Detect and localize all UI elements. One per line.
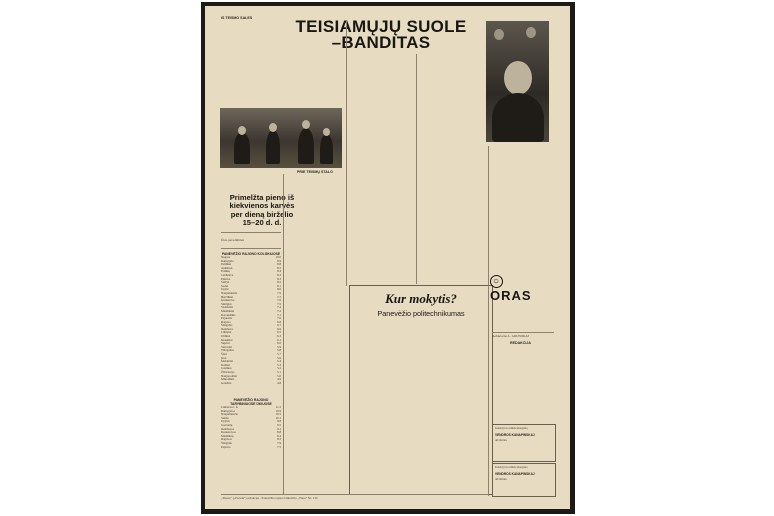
farm-name: Labūnava bbox=[221, 272, 234, 277]
milk-yield: 8.3 bbox=[277, 272, 281, 277]
ad-text: Kolektyvas reiškia užuojautą bbox=[495, 466, 528, 469]
farm-name: Nugara bbox=[221, 255, 231, 259]
farm-name: Velžys bbox=[221, 280, 230, 285]
farm-name: Krekenava bbox=[221, 298, 235, 303]
editor-line: Redaktorius L. GRUNOKAS bbox=[492, 334, 530, 338]
milk-yield: 10.0 bbox=[275, 255, 281, 259]
milk-yield: 6.0 bbox=[277, 341, 281, 346]
newspaper-page bbox=[205, 6, 570, 509]
milk-yield: 8.8 bbox=[277, 262, 281, 267]
redakcija-text bbox=[492, 348, 554, 388]
milk-yield: 5.3 bbox=[277, 362, 281, 367]
farm-name: Upytės bbox=[221, 419, 230, 424]
farm-name: Tiltagaliai bbox=[221, 348, 234, 353]
farm-name: Naujamiesčio bbox=[221, 412, 239, 417]
table-row bbox=[221, 382, 281, 386]
milk-yield: 8.9 bbox=[277, 258, 281, 263]
milk-yield: 5.2 bbox=[277, 366, 281, 371]
milk-yield: 10.1 bbox=[275, 415, 281, 420]
milk-yield: 7.1 bbox=[277, 312, 281, 317]
mourning-ad-2 bbox=[492, 463, 556, 497]
farm-name: Kiaukliai bbox=[221, 337, 233, 342]
milk-yield: 7.2 bbox=[277, 308, 281, 313]
milk-yield: 6.1 bbox=[277, 337, 281, 342]
ad-text: dėl mirties bbox=[495, 439, 507, 442]
farm-name: Smilgiai bbox=[221, 301, 232, 306]
farm-name: Ramygala bbox=[221, 258, 234, 263]
farm-name: Miežiškiai bbox=[221, 308, 235, 313]
milk-yield: 10.5 bbox=[275, 412, 281, 417]
milk-yield: 11.2 bbox=[275, 405, 281, 409]
mourning-ad-1 bbox=[492, 424, 556, 462]
farm-name: Molainiai bbox=[221, 359, 234, 364]
farm-name: Raguva bbox=[221, 319, 231, 324]
milk-yield: 4.8 bbox=[277, 380, 281, 385]
farm-name: Vaivadai bbox=[221, 344, 232, 349]
milk-title-line: Primelžta pieno iš bbox=[229, 193, 295, 202]
farm-name: Įstrė bbox=[221, 355, 227, 360]
intro-text-mid bbox=[283, 24, 341, 104]
milk-yield: 8.4 bbox=[277, 433, 281, 438]
farm-name: Šilai bbox=[221, 352, 227, 357]
farm-name: Šilagalys bbox=[221, 323, 233, 328]
table-title: PANEVĖŽIO RAJONO TARYBINIUOSE ŪKIUOSE bbox=[230, 398, 272, 406]
farm-name: Velžio bbox=[221, 415, 229, 420]
farm-name: Naujamiestis bbox=[221, 290, 238, 295]
milk-yield: 7.4 bbox=[277, 305, 281, 310]
milk-yield: 8.3 bbox=[277, 276, 281, 281]
milk-yield: 6.5 bbox=[277, 330, 281, 335]
milk-yield: 7.5 bbox=[277, 444, 281, 449]
milk-yield: 7.9 bbox=[277, 440, 281, 445]
milk-title-line: kiekvienos karvės bbox=[229, 201, 295, 211]
intro-text-left bbox=[221, 24, 279, 104]
farm-name: Šilagalio bbox=[221, 440, 232, 445]
section-label: IS TEISMO SALES bbox=[221, 16, 253, 20]
milk-yield: 5.4 bbox=[277, 359, 281, 364]
weather-title bbox=[490, 272, 540, 303]
farm-name: Geležiai bbox=[221, 380, 232, 385]
milk-yield: 8.0 bbox=[277, 287, 281, 292]
kur-mokytis-title: Kur mokytis? bbox=[385, 291, 457, 306]
milk-yield: 4.9 bbox=[277, 377, 281, 382]
photo-caption: PRIE TEISMŲ STALO bbox=[297, 170, 333, 174]
farm-name: Dembava bbox=[221, 326, 233, 331]
farm-name: Krekenavos bbox=[221, 430, 236, 435]
farm-name: Ramygalos bbox=[221, 408, 235, 413]
farm-name: Liūdynė bbox=[221, 330, 232, 335]
farm-name: Piniava bbox=[221, 276, 231, 281]
farm-name: Aukštuol. bbox=[221, 265, 234, 270]
farm-name: Gustonių bbox=[221, 422, 233, 427]
ad-name: VENDROS KANAPINSKAJ bbox=[495, 433, 535, 437]
farm-name: Vadokliai bbox=[221, 305, 233, 310]
milk-yield: 9.5 bbox=[277, 422, 281, 427]
farm-name: Eriškių bbox=[221, 269, 230, 274]
farm-name: Naujarodžiai bbox=[221, 373, 237, 378]
farm-name: Uliūnai bbox=[221, 334, 231, 339]
milk-yield: 7.7 bbox=[277, 294, 281, 299]
milk-yield: 7.9 bbox=[277, 290, 281, 295]
farm-name: Jotainiai bbox=[221, 366, 232, 371]
weather-text bbox=[492, 291, 554, 329]
milk-yield: 5.1 bbox=[277, 370, 281, 374]
milk-yield: 5.0 bbox=[277, 373, 281, 378]
farm-name: Paįstrio bbox=[221, 444, 231, 449]
farm-name: Upytė bbox=[221, 287, 229, 292]
milk-yield: 6.6 bbox=[277, 326, 281, 331]
farm-name: Miežiškių bbox=[221, 433, 234, 438]
article-col-4 bbox=[486, 146, 550, 264]
farm-name: Dembavos bbox=[221, 426, 235, 431]
milk-yield: 8.2 bbox=[277, 437, 281, 442]
table-row bbox=[221, 446, 281, 450]
kur-mokytis-text bbox=[355, 322, 485, 490]
kur-mokytis-subtitle: Panevėžio politechnikumas bbox=[377, 309, 465, 318]
farm-name: Pajuostis bbox=[221, 316, 233, 321]
milk-yield: 7.5 bbox=[277, 301, 281, 306]
milk-yield: 10.9 bbox=[275, 408, 281, 413]
headline-line-1: TEISIAMŲJŲ SUOLE bbox=[295, 17, 467, 36]
article-col-2 bbox=[350, 54, 414, 284]
table-kolukiai bbox=[221, 252, 281, 385]
milk-title-line: per dieną birželio bbox=[230, 209, 294, 219]
milk-yield: 8.1 bbox=[277, 283, 281, 288]
milk-yield: 5.8 bbox=[277, 348, 281, 353]
milk-yield: 9.1 bbox=[277, 426, 281, 431]
footer-imprint: „Tiesos" („Pravda") redakcija - Panevėžio rajono laikraščio „Tiesa" Nr. 130 bbox=[221, 496, 318, 500]
milk-yield: 7.6 bbox=[277, 298, 281, 303]
milk-yield: 5.9 bbox=[277, 344, 281, 349]
milk-yield: 6.7 bbox=[277, 323, 281, 328]
notice-text bbox=[492, 391, 554, 421]
farm-name: Kaišiai bbox=[221, 362, 230, 367]
milk-title-line: 15–20 d. d. bbox=[242, 218, 282, 228]
farm-name: Sodai bbox=[221, 283, 229, 288]
milk-yield: 8.5 bbox=[277, 265, 281, 270]
milk-box-title bbox=[221, 194, 303, 228]
farm-name: Karsakiškis bbox=[221, 312, 236, 317]
ad-name: VENDROS KANAPINSKAJ bbox=[495, 472, 535, 476]
milk-yield: 7.0 bbox=[277, 316, 281, 321]
milk-yield: 6.8 bbox=[277, 319, 281, 324]
farm-name: Berčiūnai bbox=[221, 294, 234, 299]
redakcija-title: REDAKCIJA bbox=[510, 341, 531, 345]
ad-text: Kolektyvas reiškia užuojautą bbox=[495, 427, 528, 430]
farm-name: Raguvos bbox=[221, 437, 232, 442]
defendant-photo bbox=[486, 21, 549, 142]
milk-yield: 8.4 bbox=[277, 269, 281, 274]
ad-text: dėl mirties bbox=[495, 478, 507, 481]
milk-yield: 5.6 bbox=[277, 355, 281, 360]
milk-col-header: Ūkio pavadinimas bbox=[221, 238, 245, 242]
weather-label: ORAS bbox=[490, 288, 532, 303]
milk-yield: 6.3 bbox=[277, 334, 281, 339]
milk-yield: 9.8 bbox=[277, 419, 281, 424]
headline-line-2: –BANDITAS bbox=[331, 33, 431, 52]
farm-name: Linkuvos t. ū. bbox=[221, 405, 239, 409]
table-tarybiniai bbox=[221, 398, 281, 449]
farm-name: Mikoliškis bbox=[221, 377, 235, 382]
table-title: PANEVĖŽIO RAJONO KOLŪKIUOSE bbox=[221, 252, 281, 256]
milk-yield: 8.8 bbox=[277, 430, 281, 435]
article-col-3 bbox=[419, 54, 483, 284]
milk-yield: 8.2 bbox=[277, 280, 281, 285]
farm-name: Sujetai bbox=[221, 341, 230, 346]
farm-name: Žibartonys bbox=[221, 370, 235, 374]
court-photo bbox=[220, 108, 342, 168]
farm-name: Paliūnai bbox=[221, 262, 232, 267]
milk-yield: 5.7 bbox=[277, 352, 281, 357]
weather-o-icon: ○ bbox=[490, 275, 503, 288]
